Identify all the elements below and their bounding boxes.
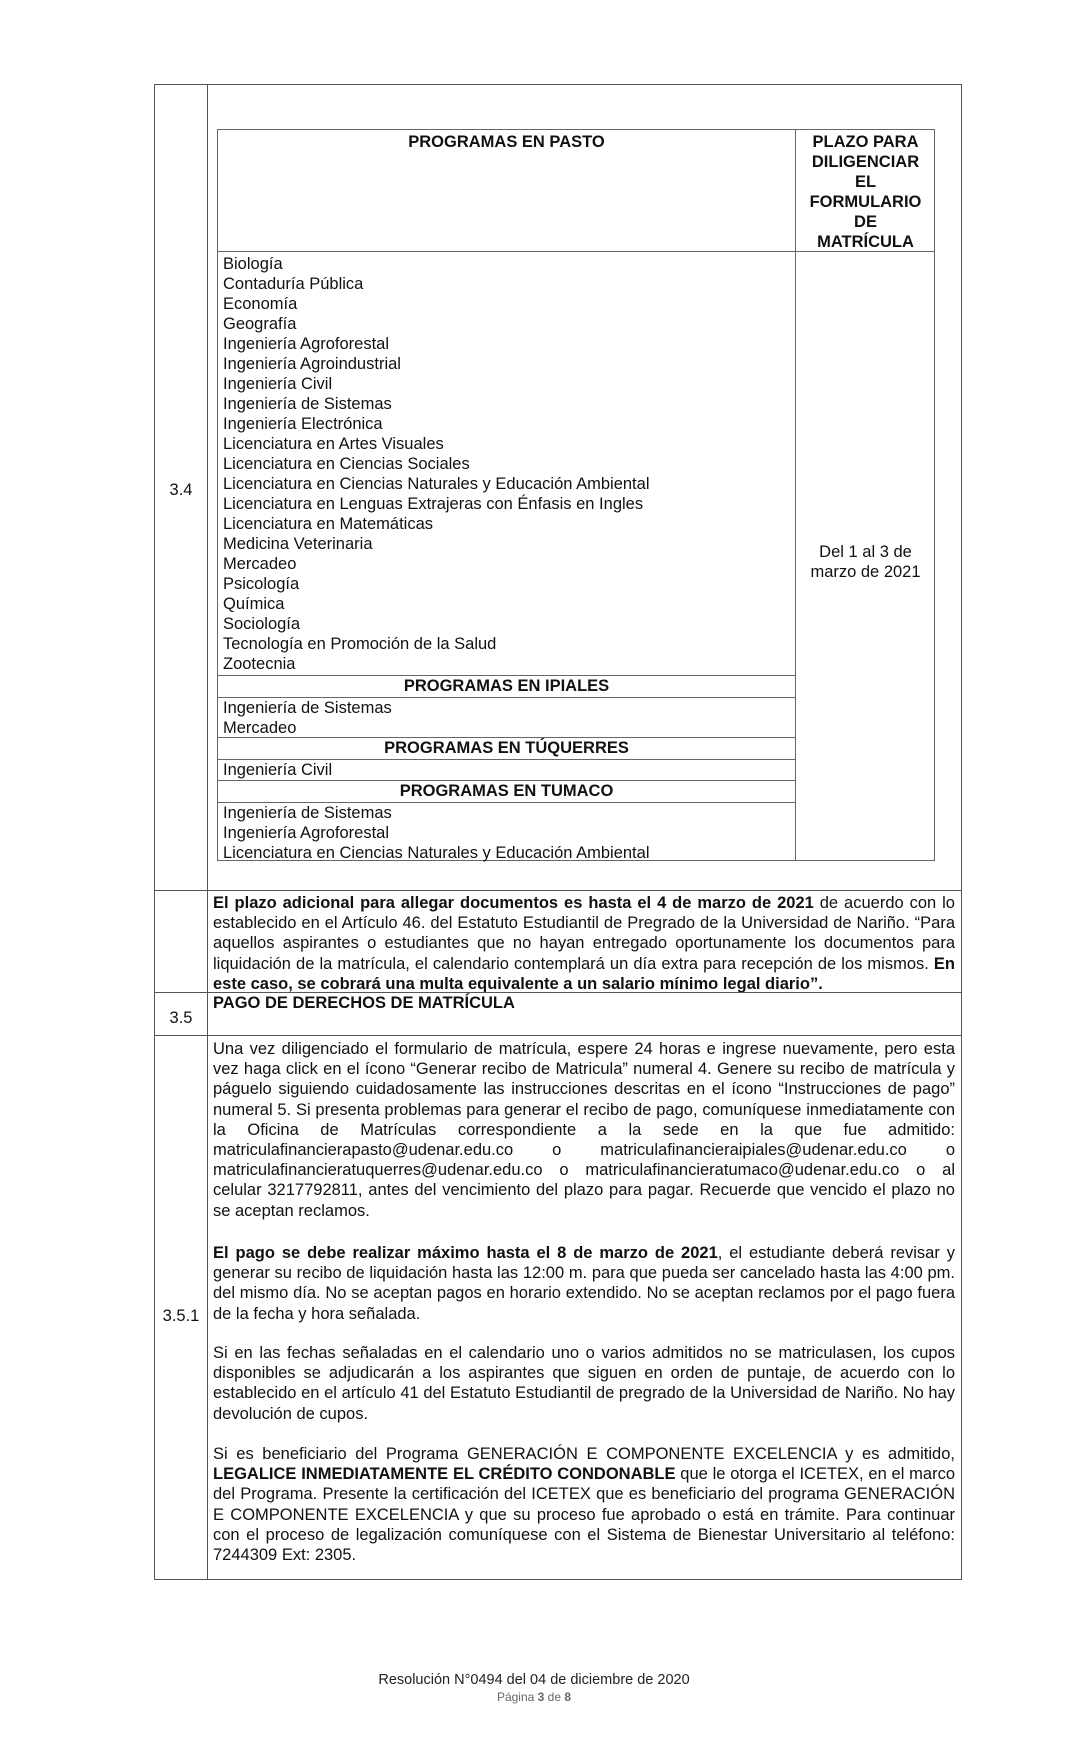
list-item: Licenciatura en Lenguas Extrajeras con Énfasis en Ingles: [223, 495, 644, 513]
program-list-ipiales: [223, 698, 392, 738]
list-item: Licenciatura en Ciencias Naturales y Educación Ambiental: [223, 475, 650, 493]
list-item: Química: [223, 595, 285, 613]
programs-table: [217, 129, 935, 861]
program-list-tuquerres: [223, 760, 332, 780]
header-plazo: PLAZO PARA DILIGENCIAR EL FORMULARIO DE MATRÍCULA: [809, 133, 922, 251]
pago-paragraph-4: Si es beneficiario del Programa GENERACIÓN E COMPONENTE EXCELENCIA y es admitido, LEGALICE INMEDIATAMENTE EL CRÉDITO CONDONABLE que le otorga el ICETEX, en el marco del Programa. Presente la certificación del ICETEX que es beneficiario del programa GENERACIÓN E COMPONENTE EXCELENCIA y que su proceso fue aprobado o está en trámite. Para continuar con el proceso de legalización comuníquese con el Sistema de Bienestar Universitario al teléfono: 7244309 Ext: 2305.: [213, 1445, 956, 1565]
footer-page-number: Página 3 de 8: [496, 1690, 572, 1704]
section-title-pago: PAGO DE DERECHOS DE MATRÍCULA: [213, 994, 515, 1012]
list-item: Contaduría Pública: [223, 275, 364, 293]
calendar-table: [154, 84, 962, 1580]
row-number-3-5-1: 3.5.1: [162, 1307, 200, 1325]
row-number-3-4: 3.4: [169, 481, 193, 499]
list-item: Ingeniería Civil: [223, 375, 333, 393]
list-item: Ingeniería Electrónica: [223, 415, 383, 433]
list-item: Licenciatura en Ciencias Sociales: [223, 455, 470, 473]
list-item: Mercadeo: [223, 555, 297, 573]
list-item: Ingeniería Agroforestal: [223, 335, 390, 353]
list-item: Geografía: [223, 315, 297, 333]
list-item: Economía: [223, 295, 298, 313]
number-column: [155, 85, 208, 1579]
program-list-tumaco: [223, 803, 650, 863]
list-item: Sociología: [223, 615, 301, 633]
list-item: Ingeniería Civil: [223, 761, 333, 779]
list-item: Psicología: [223, 575, 300, 593]
list-item: Medicina Veterinaria: [223, 535, 373, 553]
list-item: Biología: [223, 255, 283, 273]
footer-resolution: Resolución N°0494 del 04 de diciembre de 2020: [378, 1672, 690, 1688]
list-item: Ingeniería Agroforestal: [223, 824, 390, 842]
list-item: Licenciatura en Matemáticas: [223, 515, 434, 533]
header-programs-ipiales: PROGRAMAS EN IPIALES: [403, 677, 610, 695]
additional-documents-text: El plazo adicional para allegar documentos es hasta el 4 de marzo de 2021 de acuerdo con lo establecido en el Artículo 46. del Estatuto Estudiantil de Pregrado de la Universidad de Nariño. “Para aquellos aspirantes o estudiantes que no hayan entregado oportunamente los documentos para liquidación de la matrícula, el calendario contemplará un día extra para recepción de los mismos. En este caso, se cobrará una multa equivalente a un salario mínimo legal diario”.: [213, 894, 955, 993]
list-item: Ingeniería Agroindustrial: [223, 355, 401, 373]
list-item: Ingeniería de Sistemas: [223, 804, 392, 822]
program-list-pasto: [223, 254, 650, 674]
header-programs-tumaco: PROGRAMAS EN TUMACO: [399, 782, 614, 800]
header-programs-pasto: PROGRAMAS EN PASTO: [408, 133, 605, 151]
pago-paragraph-3: Si en las fechas señaladas en el calendario uno o varios admitidos no se matriculasen, los cupos disponibles se adjudicarán a los aspirantes que siguen en orden de puntaje, de acuerdo con lo establecido en el artículo 41 del Estatuto Estudiantil de pregrado de la Universidad de Nariño. No hay devolución de cupos.: [213, 1344, 955, 1423]
list-item: Ingeniería de Sistemas: [223, 699, 392, 717]
pago-paragraph-1: Una vez diligenciado el formulario de matrícula, espere 24 horas e ingrese nuevamente, pero esta vez haga click en el ícono “Generar recibo de Matricula” numeral 4. Genere su recibo de matrícula y páguelo siguiendo cuidadosamente las instrucciones descritas en el ícono “Instrucciones de pago” numeral 5. Si presenta problemas para generar el recibo de pago, comuníquese inmediatamente con la Oficina de Matrículas correspondiente a la sede en la que fue admitido: matriculafinancierapasto@udenar.edu.co o matriculafinancieraipiales@udenar.edu.co o matriculafinancieratuquerres@udenar.edu.co o matriculafinancieratumaco@udenar.edu.co o al celular 3217792811, antes del vencimiento del plazo para pagar. Recuerde que vencido el plazo no se aceptan reclamos.: [213, 1040, 955, 1220]
list-item: Ingeniería de Sistemas: [223, 395, 392, 413]
list-item: Licenciatura en Artes Visuales: [223, 435, 444, 453]
header-programs-tuquerres: PROGRAMAS EN TÚQUERRES: [384, 739, 629, 757]
list-item: Mercadeo: [223, 719, 297, 737]
list-item: Tecnología en Promoción de la Salud: [223, 635, 497, 653]
list-item: Licenciatura en Ciencias Naturales y Educación Ambiental: [223, 844, 650, 862]
plazo-value: Del 1 al 3 de marzo de 2021: [810, 543, 921, 581]
row-number-3-5: 3.5: [169, 1009, 193, 1027]
pago-paragraph-2: El pago se debe realizar máximo hasta el 8 de marzo de 2021, el estudiante deberá revisar y generar su recibo de liquidación hasta las 12:00 m. para que pueda ser cancelado hasta las 4:00 pm. del mismo día. No se aceptan pagos en horario extendido. No se aceptan reclamos por el pago fuera de la fecha y hora señalada.: [213, 1244, 955, 1323]
list-item: Zootecnia: [223, 655, 296, 673]
